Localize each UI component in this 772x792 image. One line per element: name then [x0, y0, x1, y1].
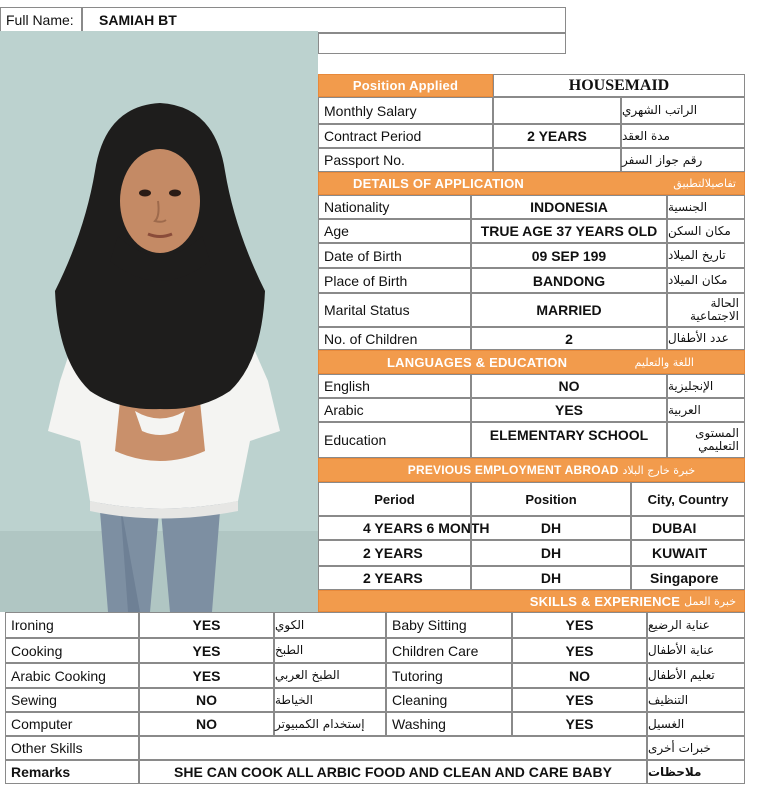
- employment-row-3-position: DH: [471, 566, 631, 590]
- skill-row-5-l-en: Computer: [5, 712, 139, 736]
- full-name-value: SAMIAH BT: [99, 12, 177, 28]
- skill-row-2-r-val: YES: [512, 638, 647, 663]
- employment-col-city: City, Country: [631, 482, 745, 516]
- applicant-photo: [0, 31, 318, 612]
- date-of-birth-value: 09 SEP 199: [471, 243, 667, 268]
- skill-row-3-l-val: YES: [139, 663, 274, 688]
- skill-row-1-l-val: YES: [139, 612, 274, 638]
- children-ar: عدد الأطفال: [667, 327, 745, 350]
- passport-no-ar: رقم جواز السفر: [621, 148, 745, 172]
- passport-no-value: [493, 148, 621, 172]
- nationality-ar: الجنسية: [667, 195, 745, 219]
- skill-row-5-r-en: Washing: [386, 712, 512, 736]
- age-value: TRUE AGE 37 YEARS OLD: [471, 219, 667, 243]
- skill-row-1-l-en: Ironing: [5, 612, 139, 638]
- place-of-birth-ar: مكان الميلاد: [667, 268, 745, 293]
- skill-row-4-l-ar: الخياطة: [274, 688, 386, 712]
- marital-status-ar: الحالة الاجتماعية: [667, 293, 745, 327]
- employment-col-position: Position: [471, 482, 631, 516]
- employment-header: PREVIOUS EMPLOYMENT ABROAD خبرة خارج البلاد: [318, 458, 745, 482]
- employment-col-period: Period: [318, 482, 471, 516]
- skill-row-1-r-val: YES: [512, 612, 647, 638]
- skill-row-5-l-val: NO: [139, 712, 274, 736]
- arabic-value: YES: [471, 398, 667, 422]
- passport-no-label: Passport No.: [318, 148, 493, 172]
- skill-row-4-r-ar: التنظيف: [647, 688, 745, 712]
- employment-row-3-period: 2 YEARS: [318, 566, 471, 590]
- education-value: ELEMENTARY SCHOOL: [471, 422, 667, 458]
- skill-row-3-r-val: NO: [512, 663, 647, 688]
- monthly-salary-ar: الراتب الشهري: [621, 97, 745, 124]
- employment-row-3-city: Singapore: [631, 566, 745, 590]
- children-value: 2: [471, 327, 667, 350]
- skill-row-1-l-ar: الكوي: [274, 612, 386, 638]
- skill-row-1-r-en: Baby Sitting: [386, 612, 512, 638]
- date-of-birth-label: Date of Birth: [318, 243, 471, 268]
- english-value: NO: [471, 374, 667, 398]
- date-of-birth-ar: تاريخ الميلاد: [667, 243, 745, 268]
- skill-row-2-r-ar: عناية الأطفال: [647, 638, 745, 663]
- skill-row-5-r-ar: الغسيل: [647, 712, 745, 736]
- other-skills-ar: خبرات أخرى: [647, 736, 745, 760]
- english-label: English: [318, 374, 471, 398]
- skill-row-3-r-ar: تعليم الأطفال: [647, 663, 745, 688]
- remarks-ar: ملاحظات: [647, 760, 745, 784]
- monthly-salary-value: [493, 97, 621, 124]
- skill-row-4-r-en: Cleaning: [386, 688, 512, 712]
- languages-header: LANGUAGES & EDUCATION اللغة والتعليم: [318, 350, 745, 374]
- skill-row-2-l-en: Cooking: [5, 638, 139, 663]
- employment-row-1-city: DUBAI: [631, 516, 745, 540]
- skill-row-2-l-ar: الطبخ: [274, 638, 386, 663]
- contract-period-label: Contract Period: [318, 124, 493, 148]
- children-label: No. of Children: [318, 327, 471, 350]
- skill-row-4-r-val: YES: [512, 688, 647, 712]
- employment-row-1-position: DH: [471, 516, 631, 540]
- full-name-label: Full Name:: [6, 12, 74, 28]
- marital-status-label: Marital Status: [318, 293, 471, 327]
- employment-row-1-period: 4 YEARS 6 MONTH: [318, 516, 471, 540]
- remarks-value: SHE CAN COOK ALL ARBIC FOOD AND CLEAN AND CARE BABY: [139, 760, 647, 784]
- employment-row-2-period: 2 YEARS: [318, 540, 471, 566]
- nationality-value: INDONESIA: [471, 195, 667, 219]
- skill-row-3-r-en: Tutoring: [386, 663, 512, 688]
- blank-header-row: [318, 33, 566, 54]
- skill-row-2-r-en: Children Care: [386, 638, 512, 663]
- employment-row-2-position: DH: [471, 540, 631, 566]
- skill-row-5-l-ar: إستخدام الكمبيوتر: [274, 712, 386, 736]
- skill-row-3-l-ar: الطبخ العربي: [274, 663, 386, 688]
- skill-row-2-l-val: YES: [139, 638, 274, 663]
- full-name-value-cell: [82, 7, 566, 33]
- details-header: DETAILS OF APPLICATION تفاصيلالتطبيق: [318, 172, 745, 195]
- other-skills-label: Other Skills: [5, 736, 139, 760]
- remarks-label: Remarks: [5, 760, 139, 784]
- age-ar: مكان السكن: [667, 219, 745, 243]
- age-label: Age: [318, 219, 471, 243]
- skill-row-4-l-val: NO: [139, 688, 274, 712]
- skill-row-1-r-ar: عناية الرضيع: [647, 612, 745, 638]
- arabic-ar: العربية: [667, 398, 745, 422]
- applicant-photo-figure: [0, 31, 318, 612]
- skills-header: SKILLS & EXPERIENCE خبرة العمل: [318, 590, 745, 612]
- skill-row-4-l-en: Sewing: [5, 688, 139, 712]
- english-ar: الإنجليزية: [667, 374, 745, 398]
- full-name-label-cell: [0, 7, 82, 33]
- education-label: Education: [318, 422, 471, 458]
- place-of-birth-label: Place of Birth: [318, 268, 471, 293]
- position-applied-label: Position Applied: [318, 74, 493, 97]
- monthly-salary-label: Monthly Salary: [318, 97, 493, 124]
- other-skills-value: [139, 736, 647, 760]
- marital-status-value: MARRIED: [471, 293, 667, 327]
- contract-period-ar: مدة العقد: [621, 124, 745, 148]
- skill-row-5-r-val: YES: [512, 712, 647, 736]
- employment-row-2-city: KUWAIT: [631, 540, 745, 566]
- contract-period-value: 2 YEARS: [493, 124, 621, 148]
- arabic-label: Arabic: [318, 398, 471, 422]
- nationality-label: Nationality: [318, 195, 471, 219]
- education-ar: المستوى التعليمي: [667, 422, 745, 458]
- place-of-birth-value: BANDONG: [471, 268, 667, 293]
- position-applied-value: HOUSEMAID: [493, 74, 745, 97]
- skill-row-3-l-en: Arabic Cooking: [5, 663, 139, 688]
